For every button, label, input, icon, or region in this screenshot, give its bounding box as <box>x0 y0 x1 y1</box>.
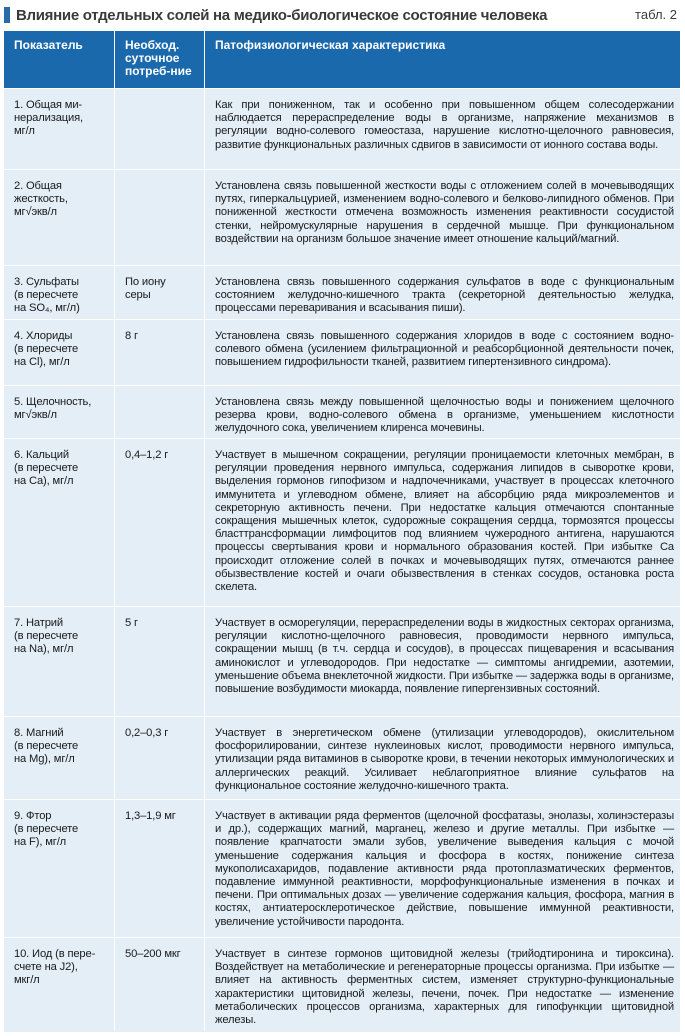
table-row <box>4 438 680 606</box>
table-header <box>4 31 680 88</box>
row-indicator: 10. Иод (в пере- счете на J2), мкг/л <box>14 948 96 987</box>
row-indicator: 9. Фтор (в пересчете на F), мг/л <box>14 810 79 849</box>
row-daily-need <box>114 89 204 169</box>
title-bar <box>0 0 685 30</box>
data-table <box>4 31 680 1032</box>
row-daily-need: 0,4–1,2 г <box>114 439 204 606</box>
row-description: Установлена связь повышенной жесткости воды с отложением солей в мочевыводящих путях, гиперкальцурией, изменением водно-солевого и белково-липидного обменов. При пониженной жесткости отмечена возможность изменения реактивности сосудистой стенки, нейромускулярные нарушения в сердечной мышце. При функциональном воздействии на организм большое значение имеет отношение кальций/магний. <box>204 170 680 265</box>
row-indicator: 6. Кальций (в пересчете на Ca), мг/л <box>14 449 79 488</box>
row-description: Установлена связь повышенного содержания хлоридов в воде с состоянием водно-солевого обмена (усилением фильтрационной и реабсорбционной деятельности почек, повышением гидрофильности тканей, развитием гипертензивного синдрома). <box>204 320 680 385</box>
header-description: Патофизиологическая характеристика <box>204 31 680 88</box>
table-row <box>4 265 680 319</box>
row-daily-need: По иону серы <box>114 266 204 319</box>
table-row <box>4 937 680 1031</box>
table-body <box>4 88 680 1031</box>
table-row <box>4 606 680 716</box>
row-indicator: 3. Сульфаты (в пересчете на SO₄, мг/л) <box>14 276 80 315</box>
title-marker <box>4 7 10 23</box>
row-description: Установлена связь повышенного содержания сульфатов в воде с функциональным состоянием желудочно-кишечного тракта (секреторной деятельностью желудка, процессами переваривания и всасывания пиши). <box>204 266 680 319</box>
row-daily-need: 1,3–1,9 мг <box>114 800 204 937</box>
row-description: Участвует в энергетическом обмене (утилизации углеводородов), окислительном фосфорилировании, синтезе нуклеиновых кислот, проводимости нервного импульса, утилизации ряда витаминов в сыворотке крови, в течении некоторых иммунологических и аллергических реакций. Усиливает неблагоприятное влияние сульфатов на функциональное состояние желудочно-кишечного тракта. <box>204 717 680 799</box>
row-description: Участвует в осморегуляции, перераспределении воды в жидкостных секторах организма, регуляции кислотно-щелочного равновесия, проводимости нервного импульса, сокращении мышц (в т.ч. сердца и сосудов), в процессах пищеварения и всасывания аминокислот и углеводородов. При недостатке — симптомы ангидремии, азотемии, уменьшение объема внеклеточной жидкости. При избытке — задержка воды в организме, повышение возбудимости миокарда, появление гипергензивных состояний. <box>204 607 680 716</box>
table-row <box>4 385 680 438</box>
row-description: Установлена связь между повышенной щелочностью воды и понижением щелочного резерва крови, водно-солевого обмена в организме, уменьшением кислотности желудочного сока, увеличением клиренса мочевины. <box>204 386 680 438</box>
row-indicator: 5. Щелочность, мг√экв/л <box>14 396 92 422</box>
row-indicator: 1. Общая ми- нерализация, мг/л <box>14 99 83 138</box>
row-description: Участвует в мышечном сокращении, регуляции проницаемости клеточных мембран, в регуляции проведения нервного импульса, содержания липидов в сыворотке крови, выделения гормонов гипофизом и надпочечниками, участвует в процессах клеточного иммунитета и углеводном обмене, влияет на абсорбцию ряда микроэлементов и секреторную активность печени. При недостатке кальция отмечаются спонтанные сокращения мышечных клеток, судорожные сокращения сердца, тормозятся процессы бласттрансформации лимфоцитов под влиянием чужеродного антигена, нарушаются процессы свертывания крови и нормального образования костей. При избытке Ca происходит отложение солей в почках и мочевыводящих путях, отмечаются раннее обызвествление костей и очаги обызвествления в стенках сосудов, остановка роста скелета. <box>204 439 680 606</box>
row-daily-need: 8 г <box>114 320 204 385</box>
table-row <box>4 319 680 385</box>
row-description: Как при пониженном, так и особенно при повышенном общем солесодержании наблюдается перераспределение воды в организме, напряжение механизмов в регуляции водно-солевого гомеостаза, нарушение кислотно-щелочного равновесия, развитие функциональных различных сдвигов в зависимости от ионного состава воды. <box>204 89 680 169</box>
table-row <box>4 88 680 169</box>
row-daily-need <box>114 170 204 265</box>
table-row <box>4 716 680 799</box>
header-daily-need: Необход. суточное потреб-ние <box>114 31 204 88</box>
table-title: Влияние отдельных солей на медико-биологическое состояние человека <box>16 6 548 24</box>
row-indicator: 8. Магний (в пересчете на Mg), мг/л <box>14 727 79 766</box>
row-daily-need <box>114 386 204 438</box>
header-indicator: Показатель <box>14 38 83 52</box>
row-daily-need: 50–200 мкг <box>114 938 204 1031</box>
row-indicator: 7. Натрий (в пересчете на Na), мг/л <box>14 617 79 656</box>
row-indicator: 4. Хлориды (в пересчете на Cl), мг/л <box>14 330 79 369</box>
table-row <box>4 169 680 265</box>
row-daily-need: 0,2–0,3 г <box>114 717 204 799</box>
row-daily-need: 5 г <box>114 607 204 716</box>
row-description: Участвует в активации ряда ферментов (щелочной фосфатазы, энолазы, холинэстеразы и др.), содержащих магний, марганец, железо и другие металлы. При избытке — появление крапчатости эмали зубов, увеличение выведения кальция с мочой уменьшение содержания кальция и фосфора в костях, понижение синтеза мукополисахаридов, подавление активности ряда протоплазматических ферментов, подавление иммунной реактивности, морфофункциональные изменения в почках и печени. При оптимальных дозах — увеличение содержания кальция, фосфора, магния в костях, антиатеросклеротическое действие, повышение иммунной реактивности, увеличение устойчивости пародонта. <box>204 800 680 937</box>
row-indicator: 2. Общая жесткость, мг√экв/л <box>14 180 68 219</box>
table-row <box>4 799 680 937</box>
table-number: табл. 2 <box>635 7 677 22</box>
row-description: Участвует в синтезе гормонов щитовидной железы (трийодтиронина и тироксина). Воздействует на метаболические и регенераторные процессы организма. При избытке — влияет на активность ферментных систем, изменяет структурно-функциональные характеристики щитовидной железы, печени, почек. При недостатке — изменение метаболических процессов организма, характерных для гипофункции щитовидной железы. <box>204 938 680 1031</box>
